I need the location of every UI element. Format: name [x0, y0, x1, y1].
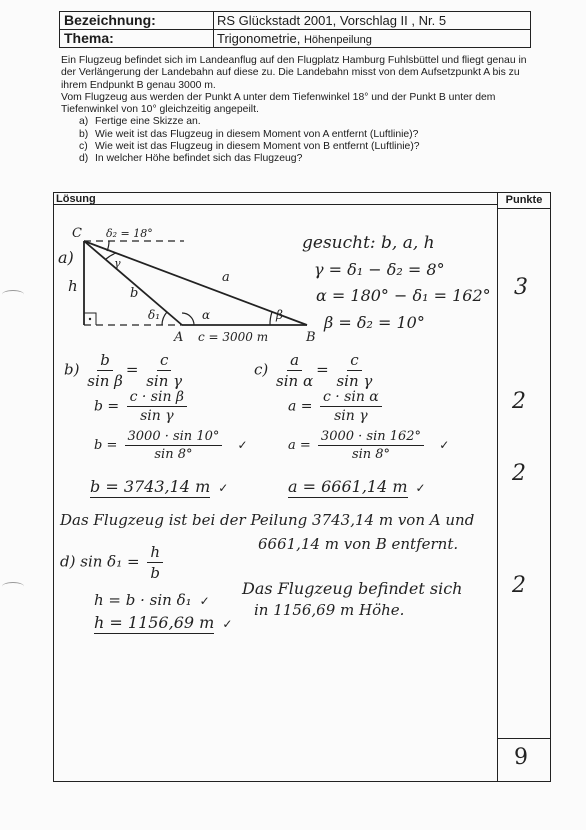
thema-label: Thema:	[60, 30, 214, 47]
numerator: b	[97, 351, 113, 371]
task-item-label: c)	[79, 141, 88, 153]
h-label: h	[68, 277, 78, 295]
right-angle-dot	[89, 318, 91, 320]
check-mark: ✓	[222, 617, 233, 631]
denominator: sin γ	[334, 408, 368, 424]
task-item-text: Fertige eine Skizze an.	[95, 116, 201, 128]
part-d-label: d)	[60, 552, 76, 571]
result-value: b = 3743,14 m	[90, 477, 211, 496]
points-part-c: 2	[512, 461, 526, 486]
part-b-result	[90, 477, 228, 496]
part-c-label: c)	[254, 360, 269, 379]
equation: h = b · sin δ₁	[94, 591, 192, 609]
thema-main: Trigonometrie,	[217, 31, 301, 46]
part-b-line-2	[94, 389, 190, 424]
points-title: Punkte	[497, 193, 550, 209]
check-mark: ✓	[415, 481, 426, 495]
task-item-text: Wie weit ist das Flugzeug in diesem Moment von A entfernt (Luftlinie)?	[95, 128, 419, 140]
answer-line-2: 6661,14 m von B entfernt.	[258, 535, 459, 553]
result-value: a = 6661,14 m	[288, 477, 408, 496]
check-mark: ✓	[439, 438, 450, 452]
equation-left: a =	[288, 398, 313, 415]
point-b-label: B	[306, 330, 316, 345]
gamma-label: γ	[114, 257, 121, 270]
task-item-label: d)	[79, 153, 89, 165]
denominator: sin γ	[140, 408, 174, 424]
given-line-4: β = δ₂ = 10°	[324, 313, 425, 332]
numerator: h	[147, 543, 163, 563]
points-total-box	[498, 738, 550, 781]
numerator: c	[157, 351, 171, 371]
fraction	[127, 389, 187, 424]
fraction	[147, 543, 163, 582]
sightline-a	[84, 241, 307, 325]
numerator: 3000 · sin 10°	[125, 429, 223, 446]
denominator: sin 8°	[351, 447, 391, 462]
task-item-text: In welcher Höhe befindet sich das Flugzeug?	[95, 153, 303, 165]
given-line-2: γ = δ₁ − δ₂ = 8°	[314, 260, 445, 279]
task-item-text: Wie weit ist das Flugzeug in diesem Moment von B entfernt (Luftlinie)?	[95, 141, 420, 153]
denominator: sin γ	[146, 372, 183, 390]
denominator: sin γ	[336, 372, 373, 390]
part-d-line-2	[94, 591, 210, 609]
fraction	[125, 429, 223, 462]
task-paragraph-2: Vom Flugzeug aus werden der Punkt A unter dem Tiefenwinkel 18° und der Punkt B unter dem Tiefenwinkel von 10° gleichzeitig angepeilt.	[61, 91, 496, 116]
part-b-label: b)	[64, 360, 80, 379]
solution-title-rule	[54, 204, 498, 205]
task-item-a	[79, 116, 531, 128]
denominator: sin α	[276, 372, 314, 390]
equation-left: sin δ₁ =	[80, 552, 140, 571]
header-table	[59, 11, 531, 48]
solution-box	[53, 192, 551, 782]
part-c-line-2	[288, 389, 385, 424]
part-d-line-1	[60, 543, 166, 582]
fraction	[318, 429, 424, 462]
delta1-label: δ₁	[148, 308, 161, 322]
part-c-line-3	[288, 429, 449, 462]
header-row-thema	[60, 29, 530, 47]
fraction	[320, 389, 382, 424]
punch-hole-mark	[2, 582, 24, 591]
numerator: c · sin β	[127, 389, 187, 407]
result-value: h = 1156,69 m	[94, 613, 215, 632]
points-column-divider	[497, 208, 498, 781]
part-c-line-1: c) $\frac{a}{\text{sin α}}$ = $\frac{c}{\text{sin γ}}$	[254, 351, 373, 390]
bezeichnung-label: Bezeichnung:	[60, 12, 214, 29]
triangle-sketch	[54, 223, 314, 348]
task-list	[61, 116, 531, 165]
part-d-answer-2: in 1156,69 m Höhe.	[254, 601, 405, 619]
equation-left: b =	[94, 398, 120, 415]
fraction	[87, 351, 123, 390]
points-part-d: 2	[512, 573, 526, 598]
header-row-bezeichnung	[60, 12, 530, 29]
answer-line-1: Das Flugzeug ist bei der Peilung 3743,14 m von A und	[60, 511, 475, 529]
point-c-label: C	[72, 226, 82, 241]
check-mark: ✓	[199, 594, 210, 608]
beta-label: β	[276, 308, 283, 322]
denominator: sin β	[87, 372, 123, 390]
given-line-3: α = 180° − δ₁ = 162°	[316, 286, 491, 305]
angle-arc-alpha	[182, 313, 194, 325]
punch-hole-mark	[2, 290, 24, 299]
check-mark: ✓	[237, 438, 248, 452]
part-b-line-1: b) $\frac{b}{\text{sin β}}$ = $\frac{c}{\text{sin γ}}$	[64, 351, 183, 390]
task-item-label: a)	[79, 116, 89, 128]
bezeichnung-value: RS Glückstadt 2001, Vorschlag II , Nr. 5	[217, 13, 447, 28]
equation-left: a =	[288, 438, 311, 453]
sketch-label-a: a)	[58, 248, 74, 267]
solution-title: Lösung	[56, 193, 96, 205]
angle-arc-delta1	[162, 312, 167, 325]
part-b-line-3	[94, 429, 248, 462]
part-c-result	[288, 477, 426, 496]
denominator: b	[150, 564, 160, 582]
points-total: 9	[514, 745, 528, 770]
numerator: c · sin α	[320, 389, 382, 407]
fraction	[336, 351, 372, 390]
points-part-a: 3	[514, 275, 528, 300]
part-d-answer-1: Das Flugzeug befindet sich	[242, 579, 463, 598]
task-item-d	[79, 153, 531, 165]
task-item-b	[79, 129, 531, 141]
numerator: c	[347, 351, 361, 371]
denominator: sin 8°	[154, 447, 193, 462]
task-item-label: b)	[79, 128, 89, 140]
delta2-label: δ₂ = 18°	[106, 227, 153, 240]
task-paragraph-1: Ein Flugzeug befindet sich im Landeanflug auf den Flugplatz Hamburg Fuhlsbüttel und fliegt genau in der Verlängerung der Landebahn auf diese zu. Die Landebahn misst von dem Aufsetzpunkt A bis zu ihrem Endpunkt B genau 3000 m.	[61, 55, 527, 91]
fraction	[276, 351, 313, 390]
points-part-b: 2	[512, 389, 526, 414]
point-a-label: A	[174, 330, 184, 345]
part-d-result	[94, 613, 232, 632]
thema-sub: Höhenpeilung	[303, 34, 372, 46]
numerator: a	[287, 351, 302, 371]
angle-arc-beta	[270, 312, 272, 325]
task-item-c	[79, 141, 531, 153]
thema-value	[214, 30, 530, 47]
numerator: 3000 · sin 162°	[318, 429, 424, 446]
fraction	[146, 351, 182, 390]
c-length-label: c = 3000 m	[198, 330, 269, 344]
alpha-label: α	[202, 308, 211, 322]
check-mark: ✓	[218, 481, 229, 495]
equation-left: b =	[94, 438, 118, 453]
given-line-1: gesucht: b, a, h	[302, 233, 435, 253]
b-label: b	[130, 286, 139, 301]
a-label: a	[222, 270, 230, 285]
task-text	[61, 55, 531, 166]
